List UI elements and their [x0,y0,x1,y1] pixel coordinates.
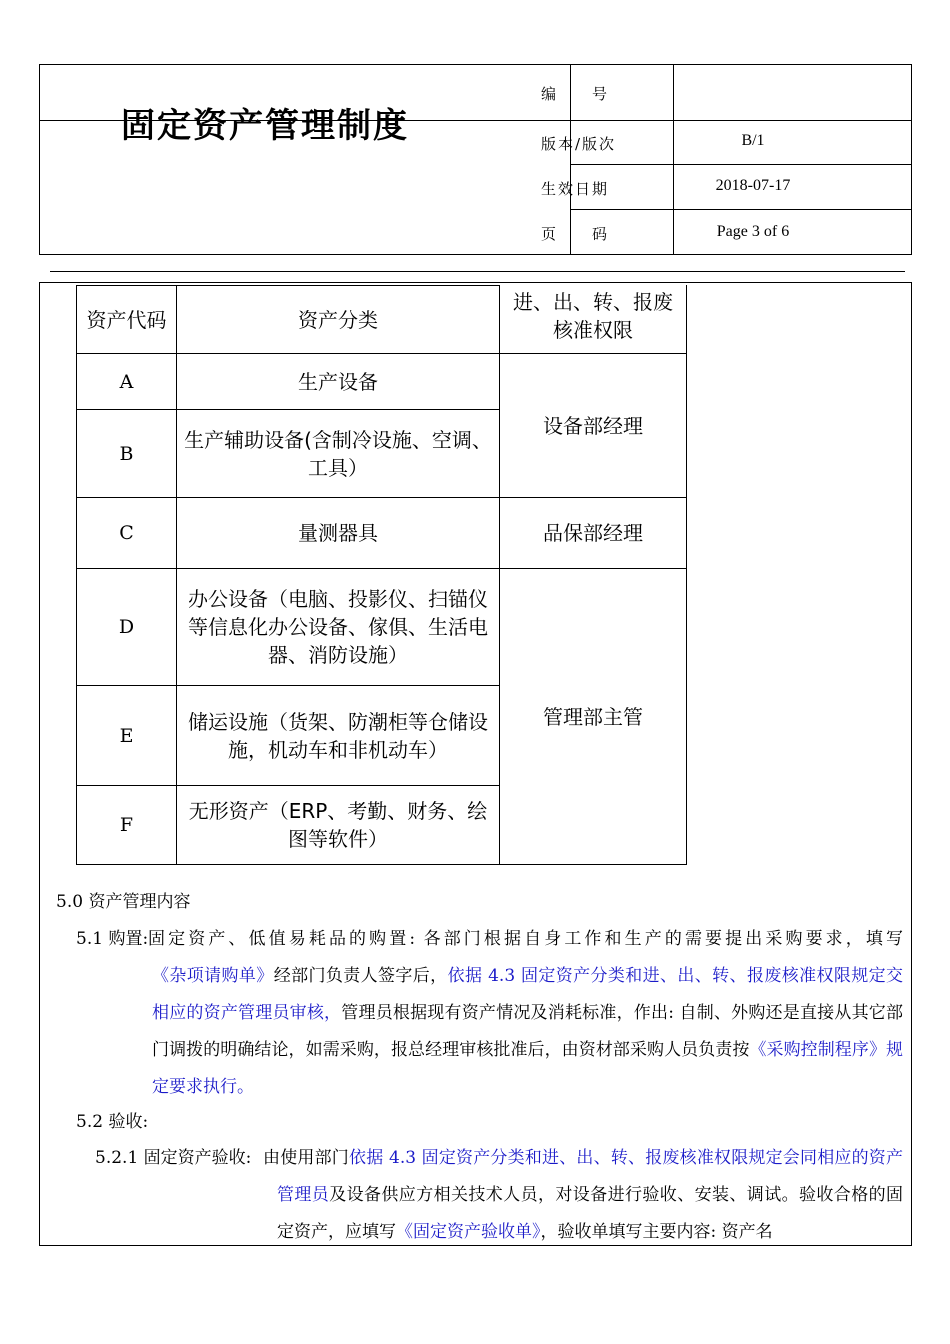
classification-rule-ref[interactable]: 依据 4.3 固定资产分类和进、出、转、报废核准权限规定交相应的资产管理员审核， [152,966,904,1023]
page-label: 页 码 [541,225,610,243]
misc-requisition-link[interactable]: 《杂项请购单》 [152,966,274,986]
asset-category-d: 办公设备（电脑、投影仪、扫锚仪等信息化办公设备、傢俱、生活电器、消防设施） [188,587,488,667]
page-value: Page 3 of 6 [716,223,790,240]
asset-code-c: C [119,522,134,544]
effective-date-label: 生效日期 [541,180,610,198]
section-5-2-1-text3: ，验收单填写主要内容: 资产名 [540,1222,773,1242]
acceptance-rule-ref[interactable]: 依据 4.3 固定资产分类和进、出、转、报废核准权限规定会同相应的资产管理员 [277,1148,904,1205]
asset-category-c: 量测器具 [298,521,378,545]
effective-date-value: 2018-07-17 [715,177,791,194]
section-5-1-text1: 固定资产、低值易耗品的购置: 各部门根据自身工作和生产的需要提出采购要求，填写 [148,929,903,949]
asset-code-a: A [119,370,134,393]
authority-admin-supervisor: 管理部主管 [543,704,643,729]
section-5-1-body [148,921,904,1106]
asset-code-d: D [118,616,135,638]
section-5-2-1-text1: 由使用部门 [263,1148,349,1168]
section-5-1-text3: 管理员根据现有资产情况及消耗标准，作出: 自制、外购还是直接从其它部门调拨的明确结论，如需采购，报总经理审核批准后，由资材部采购人员负责按 [152,1003,904,1060]
section-5-1-label: 5.1 购置: [76,929,149,949]
header-approval-authority: 进、出、转、报废核准权限 [513,290,673,342]
section-5-2-1-text2: 及设备供应方相关技术人员，对设备进行验收、安装、调试。验收合格的固定资产，应填写 [277,1185,904,1242]
section-5-2-label: 5.2 验收: [76,1112,149,1132]
section-5-2-1-body [263,1140,904,1251]
authority-quality-manager: 品保部经理 [543,521,643,545]
authority-equipment-manager: 设备部经理 [543,413,643,438]
asset-category-e: 储运设施（货架、防潮柜等仓储设施，机动车和非机动车） [188,709,488,762]
header-divider [50,271,905,272]
asset-category-a: 生产设备 [298,369,378,394]
purchase-control-link[interactable]: 《采购控制程序》规定要求执行。 [152,1040,904,1097]
asset-classification-table [76,285,688,865]
doc-number-label: 编 号 [541,85,610,103]
section-title: 5.0 资产管理内容 [56,892,191,912]
section-5-2-1-label: 5.2.1 固定资产验收: [95,1148,252,1168]
section-5-1-text2: 经部门负责人签字后， [273,966,448,986]
header-asset-category: 资产分类 [298,307,378,332]
asset-category-f: 无形资产（ERP、考勤、财务、绘图等软件） [188,799,488,851]
version-label: 版本/版次 [541,135,617,153]
asset-code-e: E [119,724,134,747]
asset-category-b: 生产辅助设备(含制冷设施、空调、工具） [184,427,492,480]
version-value: B/1 [741,132,765,149]
asset-acceptance-form-link[interactable]: 《固定资产验收单》 [396,1222,541,1242]
document-title: 固定资产管理制度 [121,106,409,146]
asset-code-f: F [119,814,134,836]
asset-code-b: B [119,442,134,465]
header-asset-code: 资产代码 [86,307,167,332]
